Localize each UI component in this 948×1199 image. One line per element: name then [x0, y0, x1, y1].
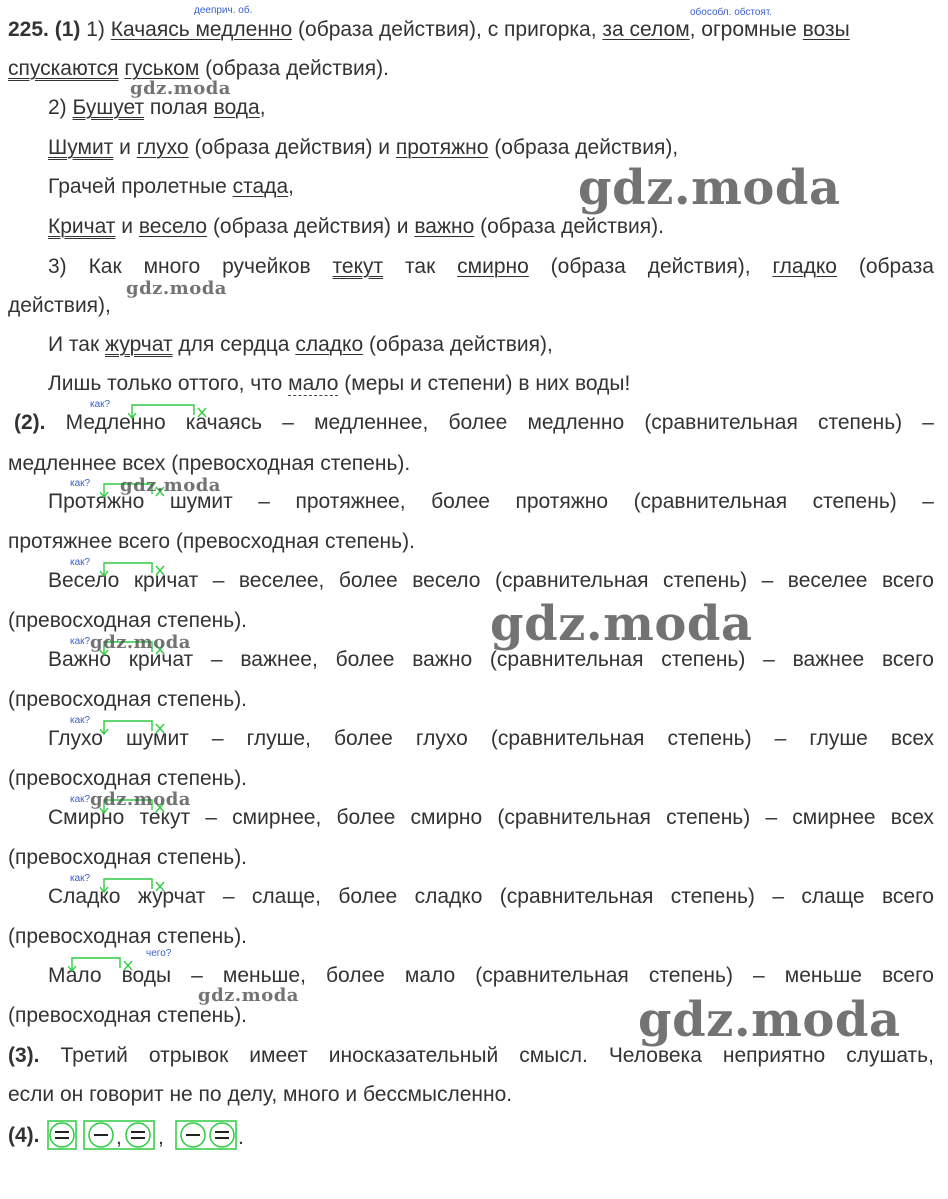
s2-predicate2: Шумит: [48, 136, 114, 159]
s3-n2: мало: [288, 372, 339, 395]
part2-item-2-word: протяжно: [515, 490, 609, 513]
part2-item-8-word: мало: [404, 964, 456, 987]
s2-num: 2): [48, 96, 67, 119]
part2-item-5-cont: (превосходная степень).: [8, 767, 248, 790]
part3-line2: если он говорит не по делу, много и бессмысленно.: [8, 1083, 513, 1106]
s2-a2: полая: [149, 96, 208, 119]
question-note: как?: [70, 636, 91, 647]
s3-w8: действия),: [647, 255, 751, 278]
question-note: как?: [70, 873, 91, 884]
s3-w1: Как: [88, 255, 122, 278]
watermark-big-1: gdz.moda: [578, 160, 841, 216]
sentence3-line2: действия),: [8, 294, 111, 317]
part2-item-8-word: меньше: [784, 964, 862, 987]
part2-item-6-word: –: [205, 806, 217, 829]
part2-item-6-word: (сравнительная: [497, 806, 651, 829]
sentence2-line2: [48, 136, 678, 160]
s1-subject: возы: [802, 18, 850, 41]
part2-item-3-word: всего: [881, 569, 934, 592]
part2-item-4-word: всего: [881, 648, 934, 671]
part2-item-7-word: слаще,: [251, 885, 321, 908]
s2-b4: (образа действия) и: [194, 136, 391, 159]
s3-w2: много: [143, 255, 201, 278]
s2-c3: ,: [288, 175, 294, 198]
part3-label: (3).: [8, 1044, 40, 1067]
part2-item-3-word: –: [761, 569, 774, 592]
question-note: как?: [70, 794, 91, 805]
s3-n3: (меры и степени) в них воды!: [344, 372, 631, 395]
p3-w3: иносказательный: [328, 1044, 499, 1067]
part2-item-3-word: весело: [412, 569, 481, 592]
s2-gluho: глухо: [136, 136, 189, 159]
watermark-small-1: gdz.moda: [130, 78, 231, 99]
part1-label: (1): [54, 18, 81, 41]
part2-item-8-word: более: [325, 964, 385, 987]
part2-item-5-word: более: [333, 727, 393, 750]
part2-item-7-word: журчат: [137, 885, 206, 908]
part2-item-2-word: –: [922, 490, 934, 513]
p3-w7: слушать,: [846, 1044, 934, 1067]
part2-item-2-cont: протяжнее всего (превосходная степень).: [8, 530, 415, 553]
p3-w6: неприятно: [722, 1044, 826, 1067]
part2-item-8-word: –: [191, 964, 203, 987]
part2-item-4-word: Важно: [48, 648, 112, 671]
part2-item-1-word: более: [448, 411, 508, 434]
part2-item-8-word: (сравнительная: [475, 964, 629, 987]
s1-text3: (образа действия).: [205, 57, 389, 80]
part2-item-8-word: меньше,: [222, 964, 306, 987]
part2-item-8-word: –: [753, 964, 765, 987]
s2-c1: Грачей пролетные: [48, 175, 227, 198]
connection-mark: [100, 877, 210, 897]
part2-item-4-word: более: [335, 648, 395, 671]
part2-item-3-cont: (превосходная степень).: [8, 609, 248, 632]
part2-item-1-word: (сравнительная: [644, 411, 798, 434]
part2-item-4-word: –: [763, 648, 775, 671]
part2-item-7-word: более: [338, 885, 398, 908]
part2-item-5-word: всех: [890, 727, 935, 750]
part2-item-1-word: Медленно: [65, 411, 166, 434]
part2-item-3-word: кричат: [133, 569, 199, 592]
part2-item-7-word: –: [222, 885, 235, 908]
s3-w9: гладко: [772, 255, 837, 278]
connection-mark: [100, 719, 210, 739]
part2-item-6-word: текут: [139, 806, 191, 829]
note-deeprich: дееприч. об.: [194, 5, 253, 16]
part2-item-7-cont: (превосходная степень).: [8, 925, 248, 948]
part2-item-3-word: степень): [662, 569, 748, 592]
part2-item-1-cont: медленнее всех (превосходная степень).: [8, 452, 411, 475]
s3-w7: (образа: [550, 255, 626, 278]
connection-mark: [68, 956, 178, 976]
part2-item-7-word: степень): [670, 885, 755, 908]
part2-item-6-word: степень): [666, 806, 751, 829]
part2-item-6-word: всех: [890, 806, 934, 829]
exercise-number: 225.: [8, 18, 49, 41]
part2-item-6-word: более: [336, 806, 396, 829]
s2-d4: (образа действия) и: [212, 215, 409, 238]
sentence-scheme: [46, 1118, 256, 1156]
question-note: чего?: [146, 948, 172, 959]
s2-subject2: стада: [232, 175, 289, 198]
connection-mark: [128, 403, 238, 423]
part2-item-1-word: медленно: [527, 411, 625, 434]
part2-item-2-word: –: [258, 490, 270, 513]
s2-b6: (образа действия),: [494, 136, 679, 159]
part2-item-8-word: Мало: [48, 964, 102, 987]
sentence3-line3: [48, 333, 553, 357]
part2-item-8-word: степень): [648, 964, 733, 987]
part2-label: (2).: [14, 411, 46, 434]
s3-w4: текут: [332, 255, 384, 278]
part2-item-3-word: Весело: [48, 569, 120, 592]
s3-m5: (образа действия),: [368, 333, 553, 356]
part2-item-8: [48, 964, 934, 988]
s1-predicate: спускаются: [8, 57, 119, 80]
part2-item-3-word: (сравнительная: [494, 569, 649, 592]
question-note: как?: [70, 557, 91, 568]
part2-item-1-word: медленнее,: [314, 411, 429, 434]
s2-veselo: весело: [138, 215, 208, 238]
part2-item-2-word: протяжнее,: [295, 490, 406, 513]
part2-item-2-word: (сравнительная: [633, 490, 788, 513]
part2-item-2-word: более: [431, 490, 490, 513]
part2-item-4-word: степень): [661, 648, 746, 671]
s2-protyazhno: протяжно: [395, 136, 489, 159]
part2-item-7-word: слаще: [801, 885, 865, 908]
p3-w1: отрывок: [148, 1044, 229, 1067]
s3-m3: для сердца: [178, 333, 290, 356]
part2-item-3-word: веселее,: [238, 569, 325, 592]
sentence2-line3: [48, 175, 294, 199]
s2-vazhno: важно: [414, 215, 475, 238]
s2-b2: и: [119, 136, 131, 159]
part2-item-7-word: Сладко: [48, 885, 121, 908]
part2-item-2-word: шумит: [169, 490, 233, 513]
scheme-comma-2: ,: [158, 1126, 164, 1149]
part2-item-5-word: (сравнительная: [490, 727, 645, 750]
sentence1-line1: [8, 18, 850, 42]
part2-item-3-word: более: [338, 569, 398, 592]
s1-za-selom: за селом: [602, 18, 690, 41]
s2-d6: (образа действия).: [480, 215, 664, 238]
part2-item-8-word: всего: [881, 964, 934, 987]
part2-item-5-word: шумит: [125, 727, 189, 750]
part2-item-5-word: глуше,: [246, 727, 311, 750]
s3-m1: И так: [48, 333, 100, 356]
part2-item-5-word: Глухо: [48, 727, 103, 750]
p3-w5: Человека: [608, 1044, 702, 1067]
part2-item-6-word: Смирно: [48, 806, 125, 829]
s1-text1: (образа действия), с пригорка,: [298, 18, 597, 41]
s2-d2: и: [121, 215, 133, 238]
watermark-small-5: gdz.moda: [90, 789, 191, 810]
watermark-small-2: gdz.moda: [126, 278, 227, 299]
s1-participle: Качаясь медленно: [110, 18, 293, 41]
s3-w3: ручейков: [222, 255, 311, 278]
part2-item-8-cont: (превосходная степень).: [8, 1004, 248, 1027]
p3-w4: смысл.: [519, 1044, 588, 1067]
part2-item-6-cont: (превосходная степень).: [8, 846, 248, 869]
s3-w0: 3): [48, 255, 67, 278]
sentence2-line4: [48, 215, 664, 239]
part2-item-5-word: глуше: [809, 727, 868, 750]
part2-item-1-word: –: [282, 411, 294, 434]
part2-item-2-word: Протяжно: [48, 490, 145, 513]
part2-item-1-word: –: [922, 411, 934, 434]
sentence2-line1: [48, 96, 266, 120]
connection-mark: [100, 561, 210, 581]
scheme-box-1: [48, 1121, 76, 1149]
question-note: как?: [70, 478, 91, 489]
s2-predicate3: Кричат: [48, 215, 116, 238]
part2-item-6-word: смирнее,: [232, 806, 322, 829]
watermark-big-2: gdz.moda: [490, 596, 753, 652]
part2-item-4-word: (сравнительная: [489, 648, 644, 671]
part2-item-4-word: –: [210, 648, 223, 671]
part2-item-3-word: –: [212, 569, 225, 592]
s2-subject1: вода: [213, 96, 260, 119]
question-note: как?: [70, 715, 91, 726]
watermark-small-4: gdz.moda: [90, 632, 191, 653]
part2-item-6-word: смирно: [410, 806, 483, 829]
s1-num: 1): [86, 18, 105, 41]
part2-item-5-word: глухо: [415, 727, 468, 750]
part2-item-3-word: веселее: [787, 569, 868, 592]
part2-item-4-word: важно: [412, 648, 473, 671]
sentence3-line4: [48, 372, 630, 396]
part2-item-6-word: –: [765, 806, 778, 829]
part4-label-text: (4).: [8, 1124, 40, 1147]
part2-item-8-word: воды: [121, 964, 172, 987]
s3-m4: сладко: [295, 333, 364, 356]
s3-n1: Лишь только оттого, что: [48, 372, 283, 395]
part2-item-5-word: –: [211, 727, 224, 750]
watermark-big-3: gdz.moda: [638, 992, 901, 1048]
part2-item-5-word: степень): [667, 727, 752, 750]
watermark-small-3: gdz.moda: [120, 475, 221, 496]
part2-item-4-word: кричат: [128, 648, 194, 671]
part2-item-4-cont: (превосходная степень).: [8, 688, 248, 711]
s1-text2: , огромные: [689, 18, 797, 41]
part2-item-4-word: важнее: [792, 648, 865, 671]
part2-item-6-word: смирнее: [792, 806, 876, 829]
s3-w5: так: [405, 255, 436, 278]
part2-item-1-word: степень): [818, 411, 903, 434]
s3-m2: журчат: [105, 333, 173, 356]
part2-item-1-word: качаясь: [185, 411, 263, 434]
part2-item-5-word: –: [774, 727, 787, 750]
s1-guskom: гуськом: [124, 57, 200, 80]
part4-label: [8, 1124, 40, 1148]
part2-item-7-word: (сравнительная: [499, 885, 654, 908]
question-note: как?: [90, 399, 111, 410]
scheme-end: .: [238, 1126, 244, 1149]
part2-item-7-word: всего: [881, 885, 934, 908]
s2-comma1: ,: [259, 96, 266, 119]
part2-item-2-word: степень): [812, 490, 897, 513]
s2-predicate1: Бушует: [72, 96, 145, 119]
watermark-small-6: gdz.moda: [198, 985, 299, 1006]
p3-w2: имеет: [249, 1044, 308, 1067]
note-obosobl: обособл. обстоят.: [690, 7, 773, 18]
p3-w0: Третий: [60, 1044, 128, 1067]
sentence3-line1: [48, 255, 934, 279]
s3-w6: смирно: [457, 255, 529, 278]
part2-item-7-word: –: [772, 885, 784, 908]
part2-item-4-word: важнее,: [240, 648, 318, 671]
s3-w10: (образа: [858, 255, 934, 278]
part2-item-7-word: сладко: [414, 885, 483, 908]
scheme-comma-1: ,: [116, 1126, 122, 1149]
